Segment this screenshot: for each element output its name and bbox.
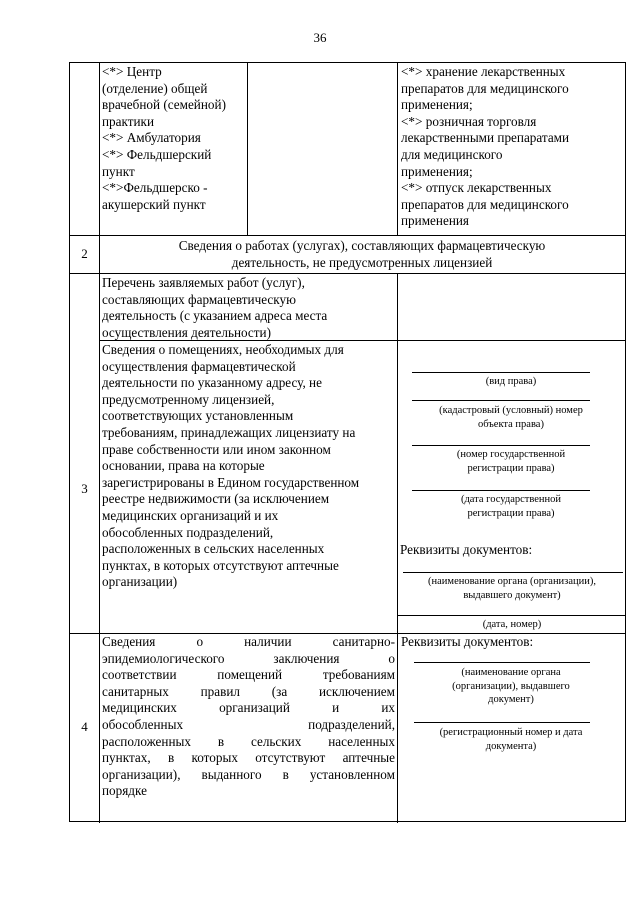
fill-in-line xyxy=(414,722,590,723)
text-line: препаратов для медицинского xyxy=(401,80,569,96)
text-line: регистрации права) xyxy=(467,462,555,474)
documents-heading: Реквизиты документов: xyxy=(401,634,534,649)
text-line: (дата государственной xyxy=(460,494,562,505)
text-line: праве собственности или ином законном xyxy=(102,441,331,457)
text-line: (наименование органа (организации), xyxy=(428,576,596,587)
text-line: соответствии помещений требованиям xyxy=(102,667,395,683)
text-line: практики xyxy=(102,113,155,129)
text-line: (наименование органа xyxy=(461,667,561,678)
premises-description xyxy=(102,342,394,591)
works-list-label xyxy=(102,275,394,341)
fill-in-line xyxy=(414,662,590,663)
text-line: <*> хранение лекарственных xyxy=(401,64,566,79)
text-line: Сведения о помещениях, необходимых для xyxy=(102,342,344,357)
application-form-table xyxy=(69,62,626,822)
text-line: составляющих фармацевтическую xyxy=(102,291,296,307)
text-line: выдавшего документ) xyxy=(463,589,561,601)
column-divider xyxy=(397,273,398,823)
text-line: расположенных в сельских населенных xyxy=(102,733,395,749)
text-line: применения; xyxy=(401,97,473,113)
text-line: врачебной (семейной) xyxy=(102,97,226,113)
row-divider xyxy=(70,273,625,274)
text-line: расположенных в сельских населенных xyxy=(102,541,325,557)
activity-types-cell xyxy=(401,64,623,230)
fill-in-line xyxy=(412,400,590,401)
column-divider xyxy=(397,63,398,235)
date-number-caption: (дата, номер) xyxy=(482,619,542,630)
text-line: документа) xyxy=(485,740,537,752)
facility-types-cell xyxy=(102,64,247,213)
section-number: 2 xyxy=(81,246,88,261)
text-line: (регистрационный номер и дата xyxy=(439,727,583,738)
column-divider xyxy=(99,273,100,823)
text-line: деятельность, не предусмотренных лицензией xyxy=(231,254,493,270)
text-line: соответствующих установленным xyxy=(102,408,294,424)
text-line: пунктах, в которых отсутствуют аптечные xyxy=(102,557,339,573)
text-line: <*> розничная торговля xyxy=(401,113,537,129)
text-line: (организации), выдавшего xyxy=(452,680,570,692)
text-line: Сведения о наличии санитарно- xyxy=(102,634,395,649)
fill-in-line xyxy=(403,572,623,573)
text-line: (кадастровый (условный) номер xyxy=(439,405,583,416)
text-line: лекарственными препаратами xyxy=(401,130,570,146)
fill-in-line xyxy=(412,490,590,491)
text-line: обособленных подразделений, xyxy=(102,524,274,540)
registration-date-caption xyxy=(400,493,622,520)
text-line: (номер государственной xyxy=(456,449,566,460)
sanitary-conclusion-description xyxy=(102,634,395,800)
section-title xyxy=(99,238,625,271)
text-line: деятельность (с указанием адреса места xyxy=(102,308,328,324)
text-line: для медицинского xyxy=(401,146,503,162)
text-line: обособленных подразделений, xyxy=(102,716,395,732)
text-line: <*>Фельдшерско - xyxy=(102,180,208,196)
column-divider xyxy=(99,63,100,235)
text-line: медицинских организаций и их xyxy=(102,700,395,716)
text-line: регистрации права) xyxy=(467,507,555,519)
text-line: пункт xyxy=(102,163,135,179)
text-line: зарегистрированы в Едином государственном xyxy=(102,474,360,490)
page-number: 36 xyxy=(313,30,327,45)
text-line: применения; xyxy=(401,163,473,179)
text-line: реестре недвижимости (за исключением xyxy=(102,491,330,507)
cadastral-number-caption xyxy=(400,404,622,431)
text-line: <*> Центр xyxy=(102,64,162,79)
right-type-caption: (вид права) xyxy=(485,376,537,387)
text-line: препаратов для медицинского xyxy=(401,196,569,212)
registration-number-date-caption xyxy=(400,726,622,753)
fill-in-line xyxy=(412,372,590,373)
text-line: санитарных правил (за исключением xyxy=(102,683,395,699)
text-line: основании, права на которые xyxy=(102,458,265,474)
text-line: осуществления деятельности) xyxy=(102,324,271,340)
fill-in-line xyxy=(412,445,590,446)
issuer-caption xyxy=(400,575,624,602)
text-line: осуществления фармацевтической xyxy=(102,358,296,374)
column-divider xyxy=(247,63,248,235)
text-line: применения xyxy=(401,213,469,229)
text-line: объекта права) xyxy=(478,418,544,430)
row-number: 3 xyxy=(81,481,88,496)
text-line: Сведения о работах (услугах), составляющих фармацевтическую xyxy=(178,238,546,253)
text-line: акушерский пункт xyxy=(102,196,206,212)
text-line: медицинских организаций и их xyxy=(102,507,279,523)
text-line: эпидемиологического заключения о xyxy=(102,650,395,666)
issuer-caption xyxy=(400,666,622,707)
text-line: порядке xyxy=(102,783,147,799)
text-line: пунктах, в которых отсутствуют аптечные xyxy=(102,750,395,766)
text-line: Перечень заявляемых работ (услуг), xyxy=(102,275,305,290)
text-line: требованиям, принадлежащих лицензиату на xyxy=(102,424,356,440)
text-line: предусмотренному лицензией, xyxy=(102,391,275,407)
documents-heading: Реквизиты документов: xyxy=(400,542,533,557)
row-divider xyxy=(397,615,625,616)
text-line: <*> отпуск лекарственных xyxy=(401,180,552,196)
text-line: организации) xyxy=(102,574,178,590)
text-line: организации), выданного в установленном xyxy=(102,766,395,782)
text-line: документ) xyxy=(488,694,534,705)
text-line: <*> Фельдшерский xyxy=(102,146,212,162)
text-line: деятельности по указанному адресу, не xyxy=(102,375,322,391)
registration-number-caption xyxy=(400,448,622,475)
row-divider xyxy=(70,235,625,236)
text-line: <*> Амбулатория xyxy=(102,130,201,146)
text-line: (отделение) общей xyxy=(102,80,208,96)
row-number: 4 xyxy=(81,719,88,734)
